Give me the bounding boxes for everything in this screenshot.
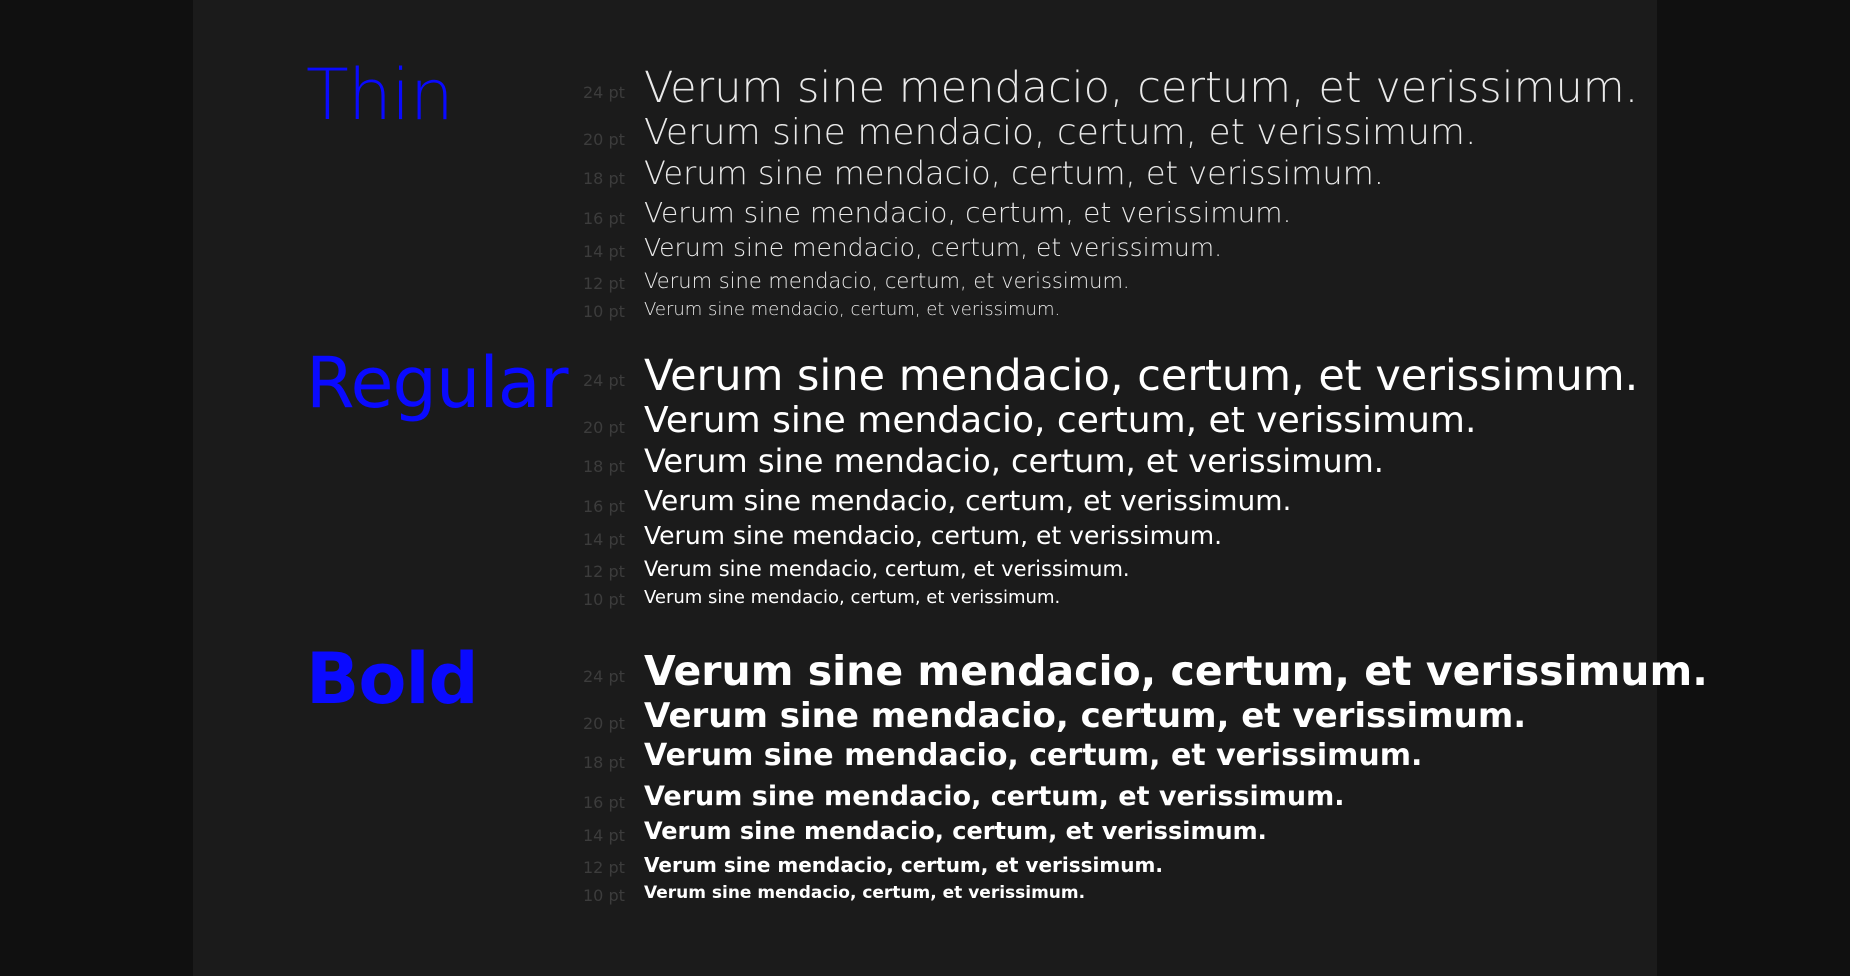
size-label: 24 pt (583, 371, 625, 390)
sample-text: Verum sine mendacio, certum, et verissimum. (644, 696, 1527, 736)
sample-text: Verum sine mendacio, certum, et verissimum. (644, 521, 1223, 550)
size-label: 24 pt (583, 667, 625, 686)
sample-text: Verum sine mendacio, certum, et verissimum. (644, 63, 1639, 113)
size-label: 10 pt (583, 590, 625, 609)
specimen-panel (193, 0, 1708, 976)
sample-text: Verum sine mendacio, certum, et verissimum. (644, 233, 1223, 262)
sample-text: Verum sine mendacio, certum, et verissimum. (644, 738, 1423, 773)
sample-text: Verum sine mendacio, certum, et verissimum. (644, 781, 1345, 812)
sample-text: Verum sine mendacio, certum, et verissimum. (644, 883, 1086, 903)
weight-title-bold: Bold (306, 638, 478, 720)
size-label: 20 pt (583, 418, 625, 437)
size-label: 16 pt (583, 209, 625, 228)
size-label: 12 pt (583, 562, 625, 581)
weight-title-thin: Thin (306, 54, 453, 136)
sample-text: Verum sine mendacio, certum, et verissimum. (644, 351, 1639, 401)
sample-text: Verum sine mendacio, certum, et verissimum. (644, 269, 1130, 293)
size-label: 14 pt (583, 826, 625, 845)
sample-text: Verum sine mendacio, certum, et verissimum. (644, 112, 1477, 153)
size-label: 12 pt (583, 274, 625, 293)
weight-title-regular: Regular (306, 342, 568, 424)
sample-text: Verum sine mendacio, certum, et verissimum. (644, 587, 1061, 608)
sample-text: Verum sine mendacio, certum, et verissimum. (644, 557, 1130, 581)
size-label: 10 pt (583, 886, 625, 905)
size-label: 10 pt (583, 302, 625, 321)
size-label: 14 pt (583, 530, 625, 549)
sample-text: Verum sine mendacio, certum, et verissimum. (644, 817, 1267, 845)
sample-text: Verum sine mendacio, certum, et verissimum. (644, 484, 1292, 517)
size-label: 20 pt (583, 130, 625, 149)
size-label: 24 pt (583, 83, 625, 102)
sample-text: Verum sine mendacio, certum, et verissimum. (644, 647, 1708, 695)
size-label: 14 pt (583, 242, 625, 261)
size-label: 16 pt (583, 793, 625, 812)
size-label: 20 pt (583, 714, 625, 733)
size-label: 12 pt (583, 858, 625, 877)
sample-text: Verum sine mendacio, certum, et verissimum. (644, 400, 1477, 441)
size-label: 18 pt (583, 753, 625, 772)
size-label: 16 pt (583, 497, 625, 516)
size-label: 18 pt (583, 457, 625, 476)
sample-text: Verum sine mendacio, certum, et verissimum. (644, 299, 1061, 320)
sample-text: Verum sine mendacio, certum, et verissimum. (644, 154, 1384, 192)
sample-text: Verum sine mendacio, certum, et verissimum. (644, 196, 1292, 229)
sample-text: Verum sine mendacio, certum, et verissimum. (644, 853, 1163, 877)
size-label: 18 pt (583, 169, 625, 188)
sample-text: Verum sine mendacio, certum, et verissimum. (644, 442, 1384, 480)
